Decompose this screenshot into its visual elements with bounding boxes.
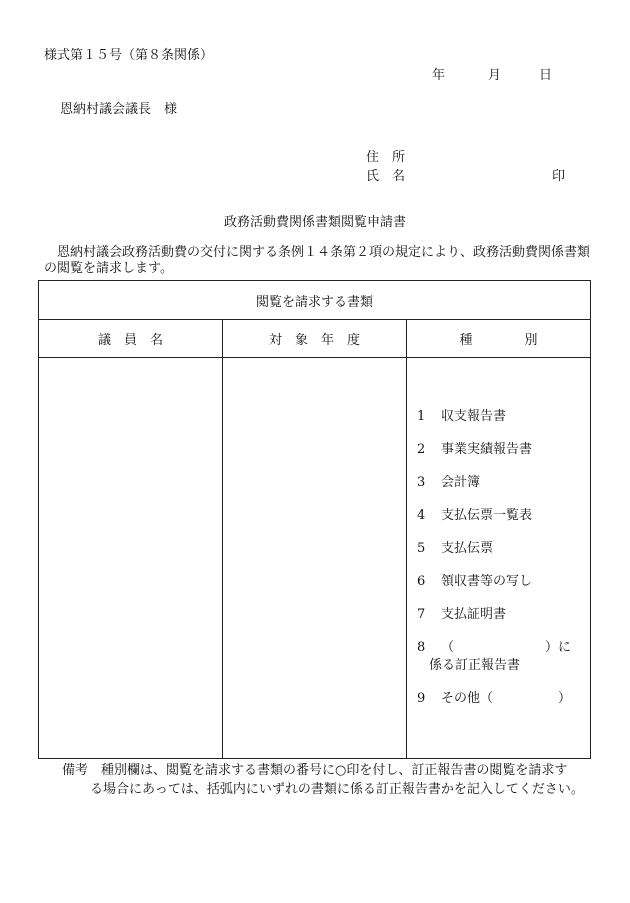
- type-item: 2 事業実績報告書: [417, 441, 533, 457]
- type-item: 9 その他（ ）: [417, 690, 572, 706]
- seal-mark: 印: [552, 169, 566, 184]
- name-label: 氏 名: [366, 169, 406, 184]
- request-statement: 恩納村議会政務活動費の交付に関する条例１４条第２項の規定により、政務活動費関係書類の閲覧を請求します。: [44, 245, 591, 276]
- header-type: 種 別: [407, 320, 591, 358]
- header-member-name: 議 員 名: [39, 320, 223, 358]
- header-target-year: 対 象 年 度: [223, 320, 407, 358]
- request-table: [38, 280, 591, 759]
- address-label: 住 所: [366, 150, 406, 165]
- date-line: [432, 64, 552, 83]
- type-item: 5 支払伝票: [417, 540, 494, 556]
- type-item: 1 収支報告書: [417, 408, 507, 424]
- note-line-2: る場合にあっては、括弧内にいずれの書類に係る訂正報告書かを記入してください。: [90, 782, 584, 797]
- date-month-label: 月: [488, 68, 502, 83]
- date-year-label: 年: [432, 68, 446, 83]
- type-item: 8 （ ）に 係る訂正報告書: [417, 639, 572, 673]
- table-caption: 閲覧を請求する書類: [39, 281, 591, 320]
- target-year-cell[interactable]: [223, 358, 407, 759]
- type-item: 6 領収書等の写し: [417, 573, 533, 589]
- type-item: 4 支払伝票一覧表: [417, 507, 533, 523]
- member-name-cell[interactable]: [39, 358, 223, 759]
- date-day-label: 日: [539, 68, 553, 83]
- type-cell[interactable]: [407, 358, 591, 759]
- form-number: 様式第１５号（第８条関係）: [44, 48, 214, 63]
- note-line-1: 備考 種別欄は、閲覧を請求する書類の番号に○印を付し、訂正報告書の閲覧を請求す: [62, 763, 568, 778]
- type-item: 7 支払証明書: [417, 606, 507, 622]
- type-list: [407, 394, 590, 723]
- document-title: 政務活動費関係書類閲覧申請書: [223, 215, 406, 230]
- addressee: 恩納村議会議長 様: [60, 102, 178, 117]
- type-item: 3 会計簿: [417, 474, 481, 490]
